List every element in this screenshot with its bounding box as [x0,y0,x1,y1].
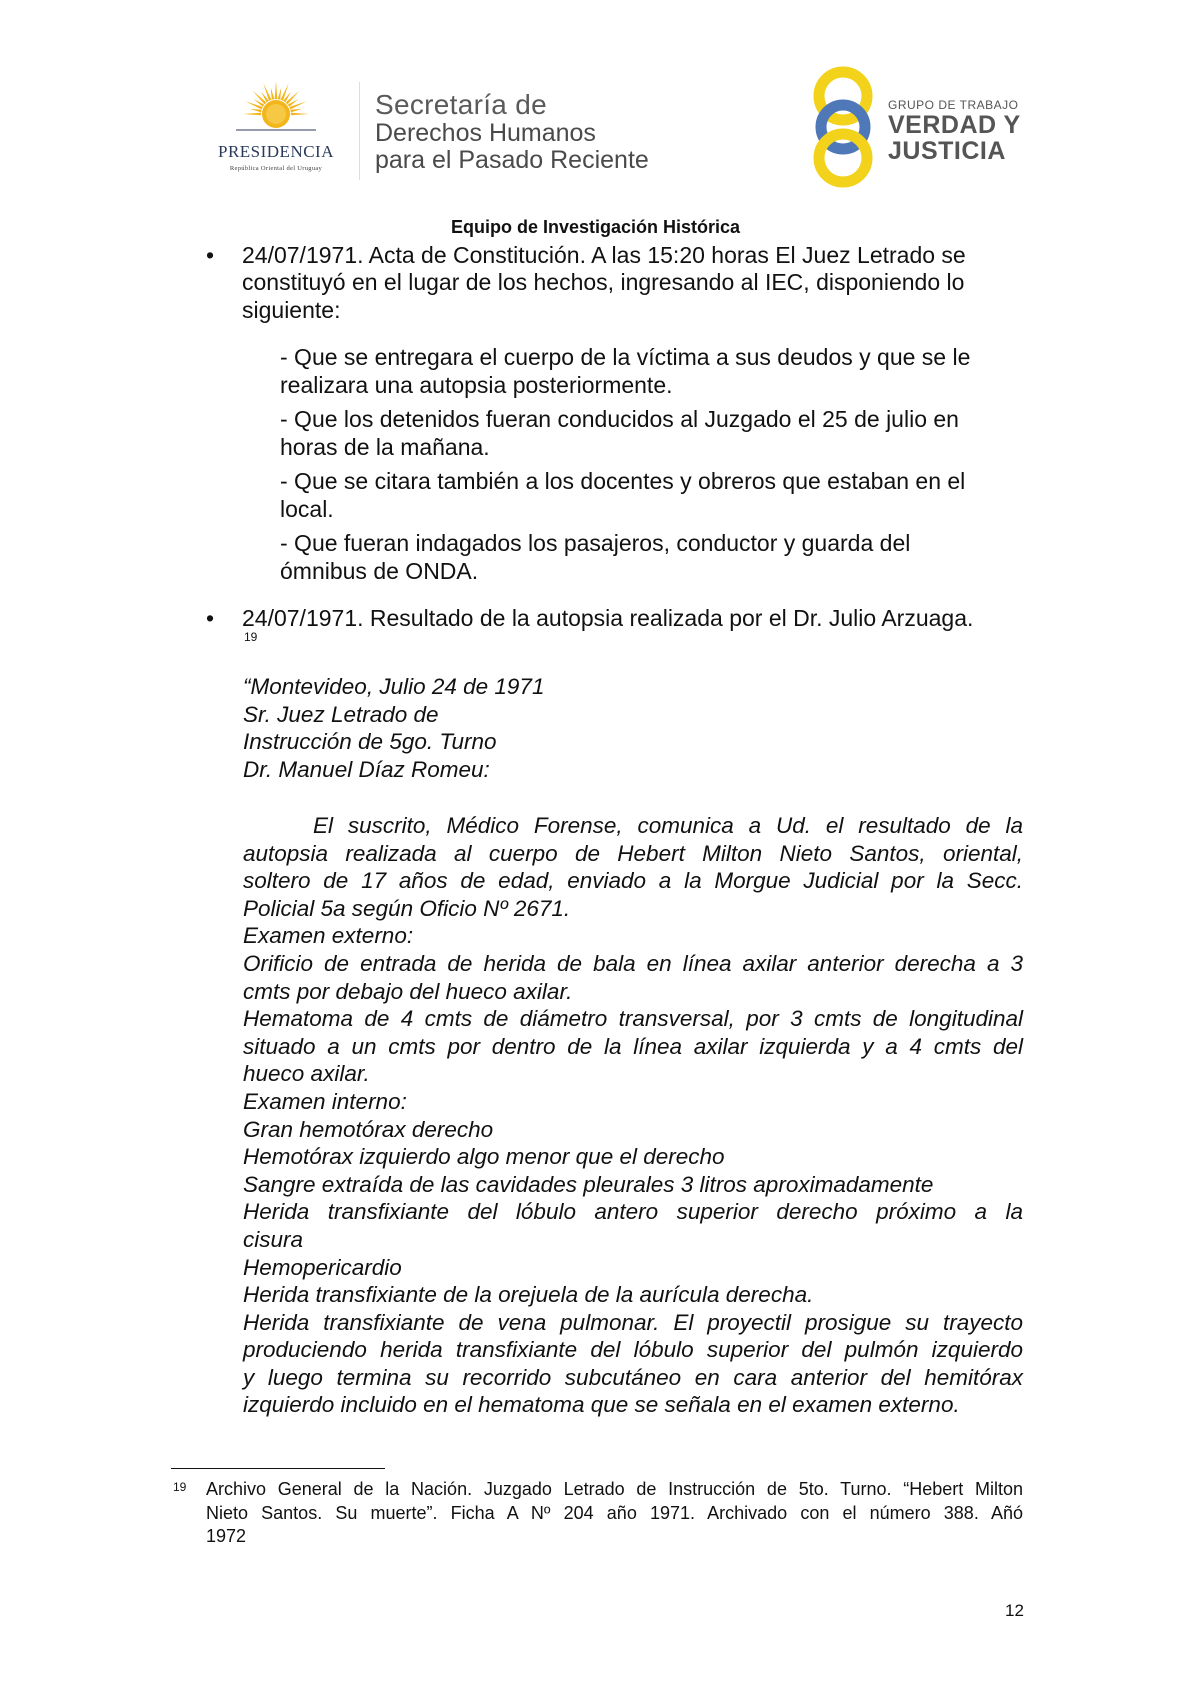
secretaria-line3: para el Pasado Reciente [375,146,649,174]
letter-head-line: Dr. Manuel Díaz Romeu: [243,756,490,782]
footnote-line: Nieto Santos. Su muerte”. Ficha A Nº 204 año 1971. Archivado con el número 388. Añó [206,1502,1023,1523]
letter-line: cmts por debajo del hueco axilar. [243,978,573,1004]
item1-line3: siguiente: [242,297,341,323]
presidencia-name: PRESIDENCIA [217,142,334,161]
secretaria-line1: Secretaría de [375,89,547,120]
secretaria-logo-text [375,90,715,174]
subitem-3-line2: local. [280,496,334,522]
presidencia-subtitle: República Oriental del Uruguay [229,165,323,172]
letter-line: y luego termina su recorrido subcutáneo en cara anterior del hemitórax [243,1364,1023,1390]
footnote-number: 19 [173,1480,187,1494]
presidencia-logo [196,80,356,180]
team-heading: Equipo de Investigación Histórica [450,217,741,237]
letter-head-line: Sr. Juez Letrado de [243,701,439,727]
letter-line: Hemotórax izquierdo algo menor que el derecho [243,1144,725,1170]
secretaria-line2: Derechos Humanos [375,119,596,147]
subitem-2-line2: horas de la mañana. [280,434,490,460]
letter-line: El suscrito, Médico Forense, comunica a Ud. el resultado de la [313,813,1023,838]
letter-head-line: “Montevideo, Julio 24 de 1971 [243,674,545,699]
letter-head [243,673,1023,783]
subitem-4-line2: ómnibus de ONDA. [280,558,479,584]
sun-ray [275,81,278,99]
sun-ray [271,88,275,100]
letter-line: Examen externo: [243,923,414,949]
letter-line: Orificio de entrada de herida de bala en línea axilar anterior derecha a 3 [243,950,1023,976]
letter-line: Herida transfixiante de vena pulmonar. El proyectil prosigue su trayecto [243,1309,1023,1335]
sun-emblem-icon [236,80,316,142]
item2-text: 24/07/1971. Resultado de la autopsia realizada por el Dr. Julio Arzuaga. [242,605,974,631]
footnote-rule [171,1468,385,1469]
letter-line: Hemopericardio [243,1254,402,1280]
subitem-1-line2: realizara una autopsia posteriormente. [280,372,673,398]
item1-line2: constituyó en el lugar de los hechos, ingresando al IEC, disponiendo lo [242,269,965,295]
bullet-icon: • [206,242,215,268]
letter-line: Herida transfixiante del lóbulo antero superior derecho próximo a la [243,1199,1023,1225]
footnote-line: 1972 [206,1526,247,1546]
letter-line: produciendo herida transfixiante del lóbulo superior del pulmón izquierdo [243,1337,1023,1363]
gtvj-line1: GRUPO DE TRABAJO [888,98,1019,112]
footnote-ref: 19 [244,630,258,644]
letter-line: Policial 5a según Oficio Nº 2671. [243,895,571,921]
sun-ray [290,109,302,113]
letter-line: Herida transfixiante de la orejuela de la aurícula derecha. [243,1282,814,1308]
subitem-2-line1: - Que los detenidos fueran conducidos al Juzgado el 25 de julio en [280,406,959,432]
letter-body [243,812,1023,1419]
letter-line: hueco axilar. [243,1061,370,1087]
letter-line: Hematoma de 4 cmts de diámetro transversal, por 3 cmts de longitudinal [243,1006,1023,1032]
letter-line: cisura [243,1226,304,1252]
subitem-3-line1: - Que se citara también a los docentes y obreros que estaban en el [280,468,966,494]
letter-line: situado a un cmts por dentro de la línea axilar izquierda y a 4 cmts del [243,1033,1023,1059]
sun-ray [291,113,309,116]
gtvj-line3: JUSTICIA [888,137,1006,165]
letter-line: Sangre extraída de las cavidades pleurales 3 litros aproximadamente [243,1171,934,1197]
verdad-justicia-logo [810,64,1030,190]
letter-line: Examen interno: [243,1088,407,1114]
subitem-4-line1: - Que fueran indagados los pasajeros, conductor y guarda del [280,530,911,556]
letter-line: soltero de 17 años de edad, enviado a la Morgue Judicial por la Secc. [243,868,1023,894]
bullet-icon: • [206,605,215,631]
footnote-text [206,1478,1023,1549]
sun-ray [278,88,282,100]
page-number: 12 [1005,1601,1024,1620]
sun-ray [243,113,261,116]
letter-head-line: Instrucción de 5go. Turno [243,729,497,755]
interlocked-rings-icon [810,64,880,190]
item1-line1: 24/07/1971. Acta de Constitución. A las 15:20 horas El Juez Letrado se [242,242,966,268]
subitem-1-line1: - Que se entregara el cuerpo de la víctima a sus deudos y que se le [280,344,971,370]
letter-line: autopsia realizada al cuerpo de Hebert Milton Nieto Santos, oriental, [243,840,1023,866]
letter-line: izquierdo incluido en el hematoma que se señala en el examen externo. [243,1392,960,1418]
footnote-line: Archivo General de la Nación. Juzgado Letrado de Instrucción de 5to. Turno. “Hebert Milton [206,1479,1023,1499]
gtvj-line2: VERDAD Y [888,111,1021,139]
header-divider [359,82,360,180]
letter-line: Gran hemotórax derecho [243,1116,494,1142]
sun-ray [250,109,262,113]
